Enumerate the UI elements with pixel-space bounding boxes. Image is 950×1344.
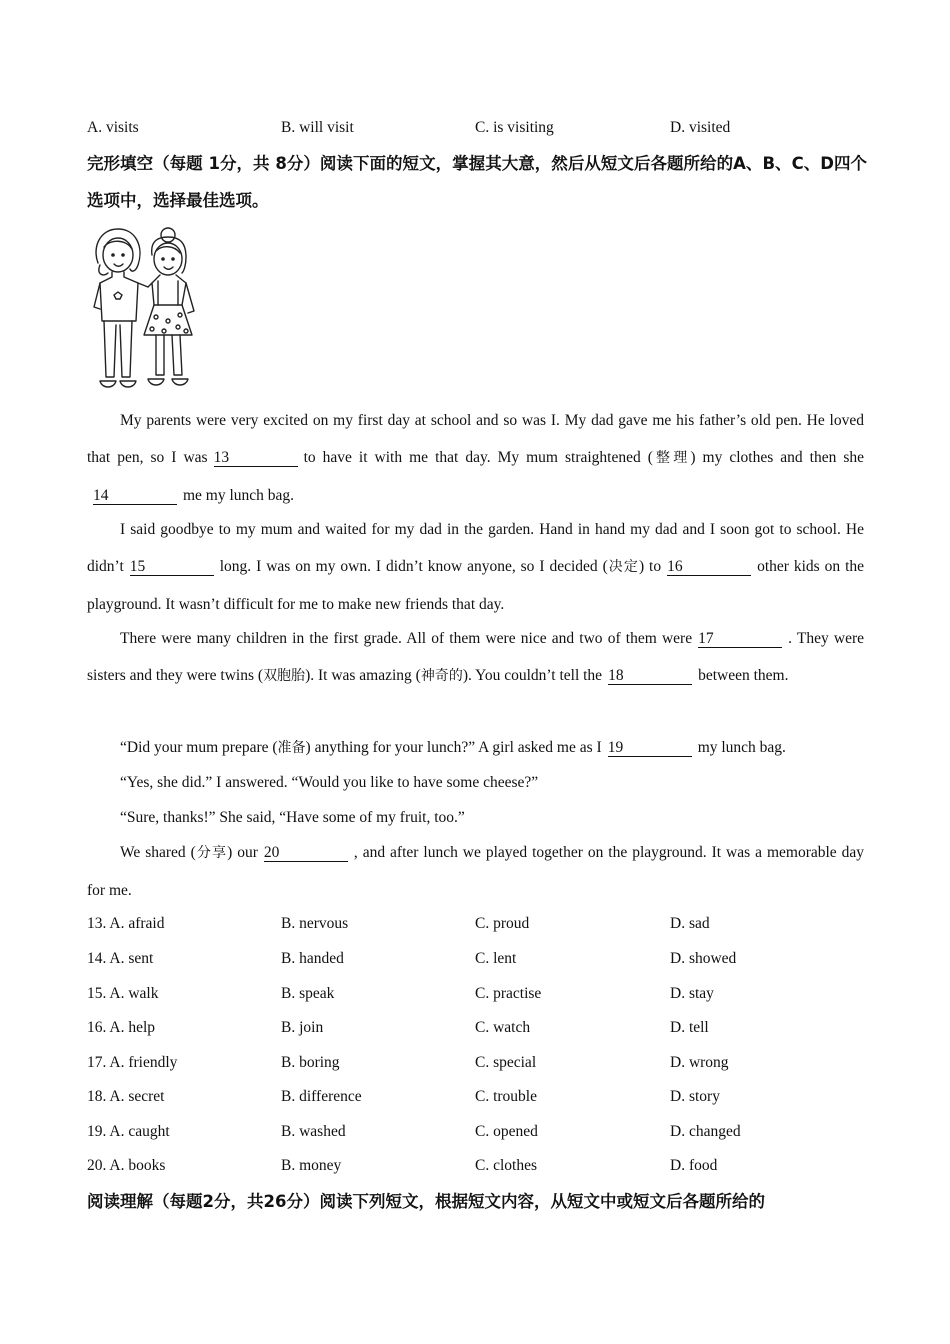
passage-text: . They were sisters and they were twins (: [87, 630, 864, 684]
blank-13: 13: [214, 449, 298, 467]
option-d: D. visited: [670, 119, 731, 136]
option-d: D. story: [670, 1088, 720, 1105]
blank-17: 17: [698, 630, 782, 648]
passage-text: I said goodbye to my mum and waited for my dad in the garden. Hand in hand my dad and I soon got to school. He didn’t: [87, 521, 864, 575]
passage-paragraph-1: [87, 402, 864, 514]
question-20-options: [87, 1156, 867, 1176]
option-c: C. special: [475, 1054, 537, 1071]
passage-paragraph-2: [87, 511, 864, 623]
option-d: D. tell: [670, 1019, 709, 1036]
chinese-gloss: 双胞胎: [263, 668, 306, 684]
option-a: 18. A. secret: [87, 1088, 165, 1105]
option-b: B. join: [281, 1019, 324, 1036]
option-d: D. wrong: [670, 1054, 729, 1071]
passage-text: ) to: [638, 558, 662, 575]
passage-text: ). It was amazing (: [305, 667, 421, 684]
option-a: 13. A. afraid: [87, 915, 165, 932]
passage-text: me my lunch bag.: [183, 487, 295, 504]
question-13-options: [87, 914, 867, 934]
option-a: 19. A. caught: [87, 1123, 170, 1140]
passage-paragraph-4: [87, 729, 864, 767]
passage-text: ). You couldn’t tell the: [462, 667, 603, 684]
prev-question-options: [87, 118, 867, 138]
option-b: B. nervous: [281, 915, 349, 932]
passage-text: We shared (: [120, 844, 196, 861]
passage-paragraph-7: [87, 834, 864, 909]
blank-16: 16: [667, 558, 751, 576]
passage-paragraph-5: “Yes, she did.” I answered. “Would you like to have some cheese?”: [120, 774, 539, 791]
chinese-gloss: 神奇的: [420, 668, 463, 684]
passage-text: other kids on the playground. It wasn’t difficult for me to make new friends that day.: [87, 558, 865, 613]
option-d: D. sad: [670, 915, 710, 932]
option-a: 20. A. books: [87, 1157, 166, 1174]
chinese-gloss: 决定: [607, 559, 639, 575]
option-a: A. visits: [87, 119, 139, 136]
chinese-gloss: 分享: [195, 845, 228, 861]
option-b: B. boring: [281, 1054, 340, 1071]
option-b: B. speak: [281, 985, 335, 1002]
option-c: C. opened: [475, 1123, 538, 1140]
reading-section-heading: 阅读理解（每题2分，共26分）阅读下列短文，根据短文内容，从短文中或短文后各题所给的: [87, 1192, 765, 1211]
passage-text: between them.: [698, 667, 789, 684]
blank-14: 14: [93, 487, 177, 505]
option-a: 17. A. friendly: [87, 1054, 178, 1071]
option-c: C. practise: [475, 985, 542, 1002]
blank-20: 20: [264, 844, 348, 862]
option-a: 16. A. help: [87, 1019, 156, 1036]
question-14-options: [87, 949, 867, 969]
two-girls-illustration: [86, 225, 204, 393]
passage-text: There were many children in the first grade. All of them were nice and two of them were: [120, 630, 693, 647]
option-c: C. proud: [475, 915, 530, 932]
passage-text: ) anything for your lunch?” A girl asked me as I: [305, 739, 602, 756]
option-c: C. clothes: [475, 1157, 537, 1174]
option-b: B. handed: [281, 950, 344, 967]
option-c: C. lent: [475, 950, 517, 967]
passage-paragraph-3: [87, 620, 864, 695]
option-d: D. stay: [670, 985, 714, 1002]
option-d: D. changed: [670, 1123, 741, 1140]
option-d: D. showed: [670, 950, 737, 967]
question-18-options: [87, 1087, 867, 1107]
cloze-section-heading: 完形填空（每题 1分，共 8分）阅读下面的短文，掌握其大意，然后从短文后各题所给的A、B、C、D四个选项中，选择最佳选项。: [87, 154, 867, 210]
option-b: B. difference: [281, 1088, 362, 1105]
passage-text: ) my clothes and then she: [690, 449, 864, 466]
option-c: C. watch: [475, 1019, 531, 1036]
chinese-gloss: 整理: [652, 450, 691, 466]
option-b: B. will visit: [281, 119, 354, 136]
option-c: C. trouble: [475, 1088, 537, 1105]
option-b: B. money: [281, 1157, 342, 1174]
option-c: C. is visiting: [475, 119, 554, 136]
passage-paragraph-6: “Sure, thanks!” She said, “Have some of my fruit, too.”: [120, 809, 465, 826]
passage-text: , and after lunch we played together on the playground. It was a memorable day for me.: [87, 844, 865, 899]
passage-text: “Did your mum prepare (: [120, 739, 278, 756]
blank-15: 15: [130, 558, 214, 576]
option-a: 15. A. walk: [87, 985, 159, 1002]
passage-text: ) our: [227, 844, 258, 861]
option-d: D. food: [670, 1157, 718, 1174]
passage-text: My parents were very excited on my first day at school and so was I. My dad gave me his father’s old pen. He loved that pen, so I was: [87, 412, 864, 466]
passage-text: long. I was on my own. I didn’t know anyone, so I decided (: [219, 558, 608, 575]
blank-18: 18: [608, 667, 692, 685]
option-a: 14. A. sent: [87, 950, 154, 967]
question-17-options: [87, 1053, 867, 1073]
passage-text: to have it with me that day. My mum straightened (: [303, 449, 653, 466]
passage-text: my lunch bag.: [697, 739, 786, 756]
chinese-gloss: 准备: [277, 740, 306, 756]
question-15-options: [87, 984, 867, 1004]
question-19-options: [87, 1122, 867, 1142]
blank-19: 19: [608, 739, 692, 757]
option-b: B. washed: [281, 1123, 346, 1140]
question-16-options: [87, 1018, 867, 1038]
